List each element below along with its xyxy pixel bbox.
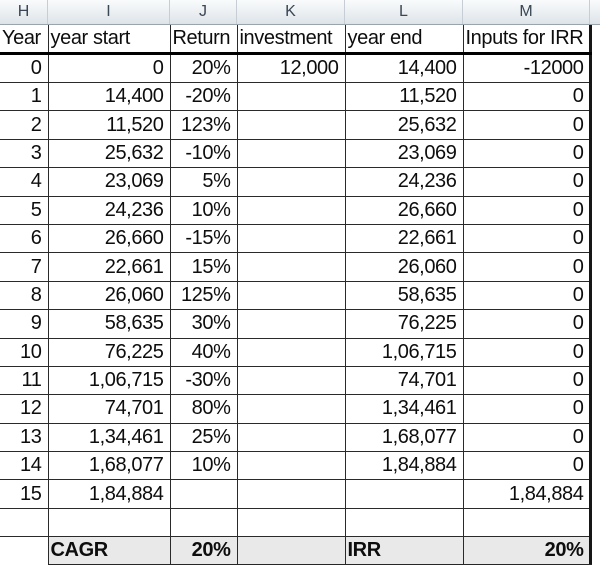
table-row	[0, 366, 590, 394]
cell[interactable]: 10%	[170, 196, 237, 224]
cell[interactable]: 123%	[170, 111, 237, 139]
cell[interactable]: 13	[0, 423, 48, 451]
cell[interactable]: 26,660	[48, 224, 170, 252]
column-header[interactable]: L	[345, 0, 463, 24]
cell[interactable]: 1,68,077	[48, 452, 170, 480]
cell[interactable]: 7	[0, 253, 48, 281]
cell[interactable]: 0	[48, 54, 170, 83]
cell[interactable]: 5	[0, 196, 48, 224]
cell[interactable]: 0	[463, 423, 590, 451]
cell[interactable]: 11,520	[48, 111, 170, 139]
cell[interactable]: 24,236	[48, 196, 170, 224]
spreadsheet	[0, 25, 592, 565]
cell[interactable]: 58,635	[48, 310, 170, 338]
cell[interactable]: 1,84,884	[463, 480, 590, 508]
table-row	[0, 338, 590, 366]
cell[interactable]	[237, 253, 345, 281]
cell[interactable]: -12000	[463, 54, 590, 83]
cell-year-label[interactable]: Year	[0, 25, 48, 54]
table-row	[0, 83, 590, 111]
cell[interactable]: 0	[463, 310, 590, 338]
cell[interactable]	[463, 508, 590, 536]
cell[interactable]	[345, 480, 463, 508]
cell[interactable]: 25,632	[345, 111, 463, 139]
cell[interactable]: 1,06,715	[345, 338, 463, 366]
cell[interactable]: 1,34,461	[48, 423, 170, 451]
cell[interactable]	[0, 508, 48, 536]
cell-yearend-label[interactable]: year end	[345, 25, 463, 54]
column-header[interactable]: I	[48, 0, 170, 24]
cell[interactable]: 0	[463, 395, 590, 423]
cell[interactable]: 22,661	[345, 224, 463, 252]
cell[interactable]	[237, 366, 345, 394]
cell[interactable]: 12	[0, 395, 48, 423]
cell[interactable]: 14	[0, 452, 48, 480]
cell[interactable]: 11	[0, 366, 48, 394]
table-row	[0, 310, 590, 338]
cell[interactable]: 26,660	[345, 196, 463, 224]
table-row	[0, 168, 590, 196]
table-row	[0, 281, 590, 309]
cell[interactable]: 23,069	[345, 139, 463, 167]
cell[interactable]	[237, 480, 345, 508]
cell[interactable]	[237, 508, 345, 536]
table-row	[0, 54, 590, 83]
table-row	[0, 196, 590, 224]
column-header[interactable]: H	[0, 0, 48, 24]
summary-row	[0, 537, 590, 565]
cell[interactable]: 58,635	[345, 281, 463, 309]
cell[interactable]: 15	[0, 480, 48, 508]
cell[interactable]: -20%	[170, 83, 237, 111]
cagr-label-cell[interactable]: CAGR	[48, 537, 170, 565]
cell[interactable]	[237, 537, 345, 565]
cell[interactable]: 25%	[170, 423, 237, 451]
column-letters-row	[0, 0, 600, 25]
cell[interactable]: 10%	[170, 452, 237, 480]
header-label-row	[0, 25, 590, 54]
cell[interactable]: 125%	[170, 281, 237, 309]
cell[interactable]: 12,000	[237, 54, 345, 83]
cell[interactable]: 0	[463, 281, 590, 309]
table-row	[0, 452, 590, 480]
cell[interactable]	[170, 508, 237, 536]
cell[interactable]: 0	[463, 253, 590, 281]
cell[interactable]: 6	[0, 224, 48, 252]
column-header[interactable]: M	[463, 0, 590, 24]
cell[interactable]: 1,68,077	[345, 423, 463, 451]
cell[interactable]: 74,701	[345, 366, 463, 394]
cell[interactable]	[237, 423, 345, 451]
cell[interactable]: 15%	[170, 253, 237, 281]
cagr-value-cell[interactable]: 20%	[170, 537, 237, 565]
table-row	[0, 480, 590, 508]
cell[interactable]: 9	[0, 310, 48, 338]
cell[interactable]: 0	[463, 224, 590, 252]
table-row	[0, 423, 590, 451]
cell[interactable]: 2	[0, 111, 48, 139]
table-row	[0, 139, 590, 167]
column-header[interactable]: J	[170, 0, 237, 24]
cell[interactable]: 0	[463, 111, 590, 139]
cell-investment-label[interactable]: investment	[237, 25, 345, 54]
cell[interactable]	[237, 281, 345, 309]
cell[interactable]: 10	[0, 338, 48, 366]
cell[interactable]: 74,701	[48, 395, 170, 423]
table-row	[0, 253, 590, 281]
cell[interactable]: 0	[463, 139, 590, 167]
cell[interactable]: 14,400	[345, 54, 463, 83]
cell[interactable]: 40%	[170, 338, 237, 366]
cell[interactable]	[237, 196, 345, 224]
cell[interactable]: 0	[463, 83, 590, 111]
cell[interactable]: 76,225	[48, 338, 170, 366]
cell[interactable]: 0	[463, 196, 590, 224]
cell[interactable]: 1,06,715	[48, 366, 170, 394]
cell[interactable]: 5%	[170, 168, 237, 196]
cell[interactable]	[48, 508, 170, 536]
cell[interactable]: 30%	[170, 310, 237, 338]
cell[interactable]: 25,632	[48, 139, 170, 167]
cell[interactable]	[237, 452, 345, 480]
cell[interactable]: 26,060	[345, 253, 463, 281]
cell[interactable]: 0	[463, 452, 590, 480]
cell[interactable]: 76,225	[345, 310, 463, 338]
cell-yearstart-label[interactable]: year start	[48, 25, 170, 54]
irr-label-cell[interactable]: IRR	[345, 537, 463, 565]
cell[interactable]: 8	[0, 281, 48, 309]
cell[interactable]: 1,84,884	[48, 480, 170, 508]
cell[interactable]	[237, 310, 345, 338]
cell[interactable]	[0, 537, 48, 565]
cell[interactable]: -15%	[170, 224, 237, 252]
cell[interactable]: 22,661	[48, 253, 170, 281]
cell[interactable]: 4	[0, 168, 48, 196]
table-row	[0, 395, 590, 423]
cell-return-label[interactable]: Return	[170, 25, 237, 54]
cell[interactable]: 1,34,461	[345, 395, 463, 423]
cell[interactable]: 0	[0, 54, 48, 83]
cell[interactable]	[237, 168, 345, 196]
cell[interactable]	[237, 83, 345, 111]
table-row	[0, 224, 590, 252]
column-header-filler	[590, 0, 600, 24]
cell[interactable]: -30%	[170, 366, 237, 394]
cell[interactable]	[170, 480, 237, 508]
empty-row	[0, 508, 590, 536]
cell[interactable]	[237, 139, 345, 167]
cell[interactable]: 23,069	[48, 168, 170, 196]
cell[interactable]: 26,060	[48, 281, 170, 309]
data-rows	[0, 54, 590, 509]
cell[interactable]	[237, 338, 345, 366]
column-header[interactable]: K	[237, 0, 345, 24]
cell[interactable]: 3	[0, 139, 48, 167]
cell[interactable]	[237, 395, 345, 423]
cell[interactable]	[237, 111, 345, 139]
cell[interactable]: 1,84,884	[345, 452, 463, 480]
cell[interactable]: 20%	[170, 54, 237, 83]
irr-value-cell[interactable]: 20%	[463, 537, 590, 565]
cell[interactable]: 80%	[170, 395, 237, 423]
cell-irr-inputs-label[interactable]: Inputs for IRR	[463, 25, 590, 54]
cell[interactable]: -10%	[170, 139, 237, 167]
cell[interactable]: 0	[463, 338, 590, 366]
table-row	[0, 111, 590, 139]
cell[interactable]: 0	[463, 168, 590, 196]
cell[interactable]: 24,236	[345, 168, 463, 196]
cell[interactable]: 11,520	[345, 83, 463, 111]
cell[interactable]: 14,400	[48, 83, 170, 111]
cell[interactable]: 1	[0, 83, 48, 111]
cell[interactable]: 0	[463, 366, 590, 394]
cell[interactable]	[237, 224, 345, 252]
cell[interactable]	[345, 508, 463, 536]
